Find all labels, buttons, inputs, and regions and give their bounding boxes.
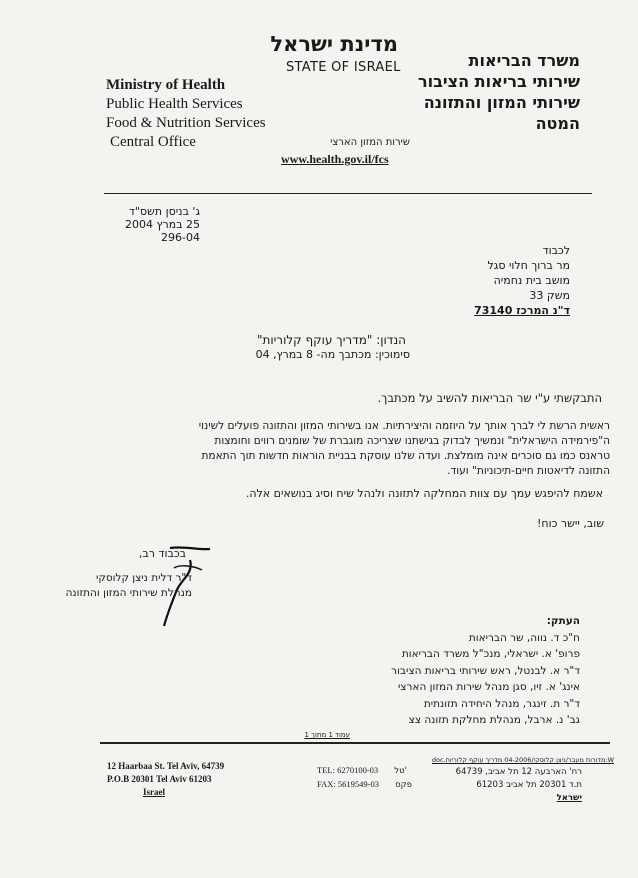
ministry-en-line-1: Ministry of Health: [106, 77, 226, 93]
cc-line-5: ד"ר ת. זינגר, מנהל היחידה תזונתית: [423, 697, 580, 710]
footer-addr-en-3: Israel: [143, 787, 165, 797]
reference-line: סימוכין: מכתבך מה- 8 במרץ, 04: [255, 348, 410, 361]
body-p2-line-4: התזונה לדיאטות חיים-תיכוניות" ועוד.: [447, 465, 610, 477]
footer-tel: [317, 764, 412, 778]
ministry-en-line-2: Public Health Services: [106, 96, 243, 112]
recipient-line-1: לכבוד: [542, 244, 570, 257]
body-paragraph-4: שוב, יישר כוח!: [537, 517, 604, 530]
service-name-hebrew: שירות המזון הארצי: [330, 137, 410, 148]
cc-line-4: אינג' א. זיו, סגן מנהל שירות המזון הארצי: [397, 681, 580, 693]
cc-heading: העתק:: [546, 615, 580, 627]
signer-title: מנהלת שירותי המזון והתזונה: [65, 587, 192, 599]
footer-tel-value: TEL: 6270100-03: [317, 765, 379, 775]
body-paragraph-1: התבקשתי ע"י שר הבריאות להשיב על מכתבך.: [377, 391, 602, 405]
subject-line: הנדון: "מדריך עוקף קלוריות": [256, 333, 406, 347]
website-url: www.health.gov.il/fcs: [281, 152, 389, 166]
cc-line-6: גב' נ. ארבל, מנהלת מחלקת תזונה צצ: [408, 714, 580, 726]
footer-addr-he-2: ת.ד 20301 תל אביב 61203: [476, 780, 582, 790]
body-p2-line-1: ראשית הרשת לי לברך אותך על היוזמה והיצירתיות. אנו בשירותי המזון והתזונה פועלים לשינוי: [198, 420, 610, 432]
ministry-he-line-3: שירותי המזון והתזונה: [423, 93, 580, 112]
cc-block: [391, 613, 580, 729]
state-title-hebrew: מדינת ישראל: [270, 32, 398, 56]
footer-addr-en-1: 12 Haarbaa St. Tel Aviv, 64739: [107, 761, 225, 771]
cc-line-1: ח"כ ד. נווה, שר הבריאות: [468, 631, 580, 644]
footer-tel-he: טל': [394, 766, 407, 776]
ministry-he-line-2: שירותי בריאות הציבור: [418, 72, 580, 91]
footer-addr-en-2: P.O.B 20301 Tel Aviv 61203: [107, 774, 212, 784]
recipient-line-5: ד"נ המרכז 73140: [474, 304, 570, 317]
body-paragraph-3: אשמח להיפגש עמך עם צוות המחלקה לתזונה ולנהל שיח וסיג בנושאים אלה.: [245, 487, 603, 500]
footer-file-path: W:מדורות מעבר/ניצן קלוסקי/04-2006 מדריך עוקף קלוריות.doc: [431, 756, 614, 764]
body-p2-line-2: ה"פירמידה הישראלית" ונמשיך לבדוק בגישתנו שצריכה מוגברת של שומנים רווים וחומצות: [214, 435, 610, 447]
body-paragraph-2: [199, 419, 610, 479]
reference-number: 296-04: [161, 231, 200, 244]
ministry-hebrew-block: [418, 50, 580, 134]
footer-phone-block: [317, 764, 412, 792]
state-title-english: STATE OF ISRAEL: [286, 60, 401, 75]
hebrew-date: ג' בניסן תשס"ד: [128, 205, 200, 218]
page-marker: עמוד 1 מתוך 1: [304, 731, 350, 739]
ministry-he-line-1: משרד הבריאות: [468, 51, 580, 70]
ministry-en-line-3: Food & Nutrition Services: [106, 115, 266, 131]
ministry-en-line-4: Central Office: [110, 134, 196, 150]
signature-block: [139, 545, 186, 563]
signer-name: ד"ר דלית ניצן קלוסקי: [96, 572, 192, 584]
recipient-block: [474, 243, 570, 318]
cc-line-2: פרופ' א. ישראלי, מנכ"ל משרד הבריאות: [401, 648, 580, 660]
cc-line-3: ד"ר א. לבנטל, ראש שירותי בריאות הציבור: [391, 664, 580, 677]
footer-address-english: [107, 760, 224, 799]
recipient-line-3: מושב בית נחמיה: [493, 274, 570, 287]
footer-divider: [100, 742, 610, 744]
footer-addr-he-3: ישראל: [556, 793, 582, 803]
footer-fax-value: FAX: 5619549-03: [317, 779, 379, 789]
gregorian-date: 25 במרץ 2004: [125, 218, 200, 231]
footer-addr-he-1: רח' הארבעה 12 תל אביב, 64739: [455, 767, 582, 777]
recipient-line-4: משק 33: [529, 289, 570, 302]
ministry-english-block: [106, 76, 266, 152]
footer-address-hebrew: [456, 766, 582, 805]
ministry-he-line-4: המטה: [535, 114, 580, 133]
header-divider: [104, 193, 592, 194]
signer-details: [66, 571, 192, 601]
body-p2-line-3: טראנס כמו גם סוכרים אינה מומלצת. ועדה שלנו עוסקת בבניית הוראות חדשות תוך התאמת: [201, 450, 610, 462]
footer-fax-he: פקס: [395, 780, 412, 790]
recipient-line-2: מר ברוך חלוי סגל: [487, 259, 570, 272]
footer-fax: [317, 778, 412, 792]
signature-closing: בכבוד רב,: [138, 547, 186, 560]
date-block: [118, 205, 200, 244]
